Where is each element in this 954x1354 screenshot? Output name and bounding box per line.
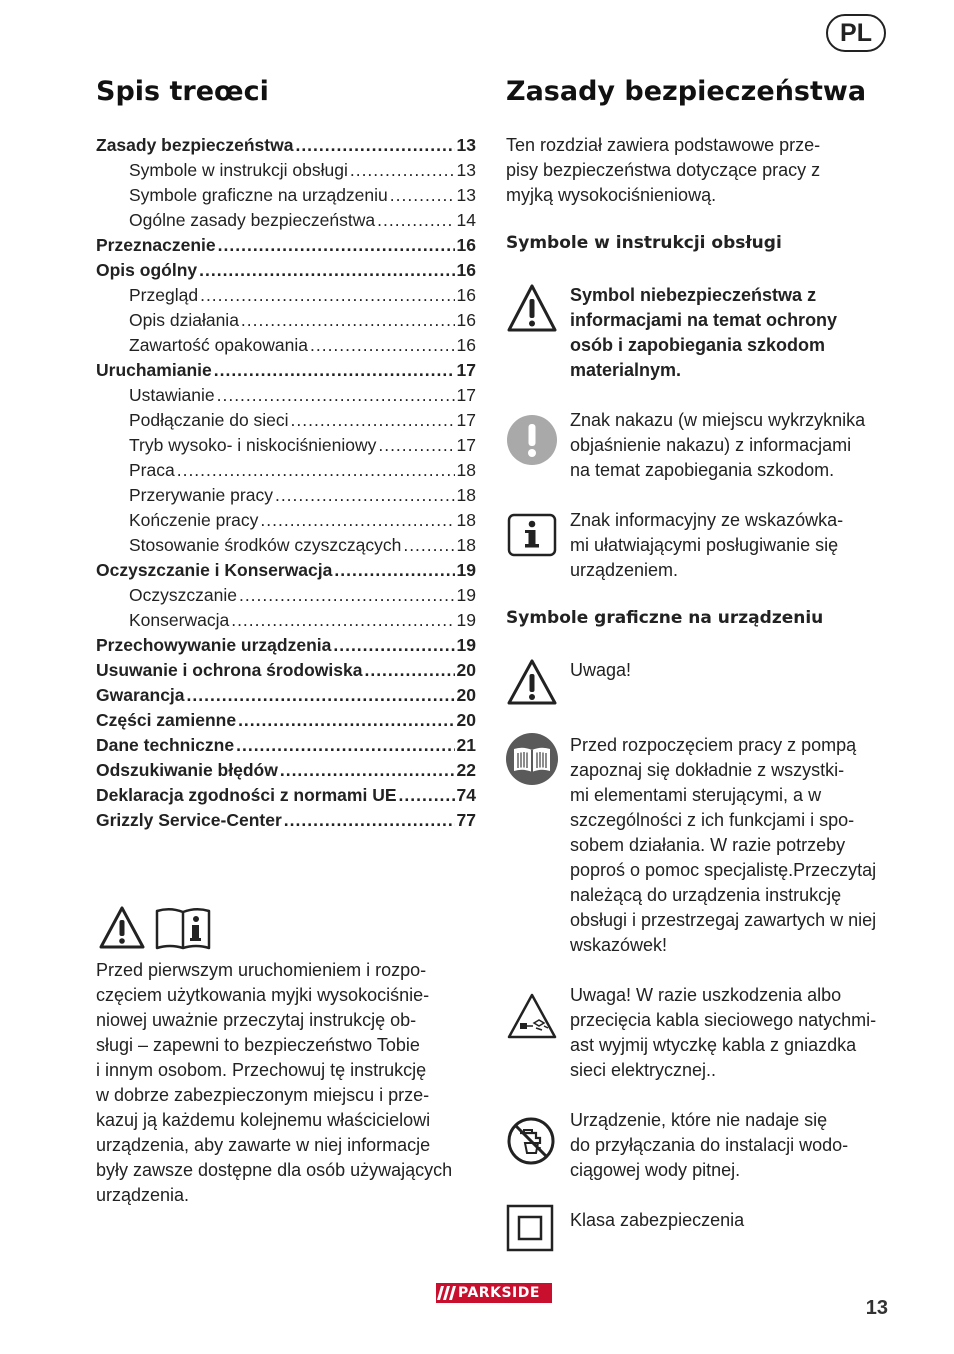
read-manual-icon [506,733,558,785]
unplug-warning-icon [506,992,558,1040]
danger-symbol-text: Symbol niebezpieczeństwa z informacjami na temat ochrony osób i zapobiegania szkodom materialnym. [570,285,838,380]
toc-entry-label: Oczyszczanie i Konserwacja [96,560,333,580]
toc-entry-page: 19 [456,560,476,580]
toc-leader-dots [217,383,455,408]
toc-entry-label: Podłączanie do sieci [129,410,289,430]
toc-entry-page: 22 [456,760,476,780]
toc-entry-page: 18 [456,460,476,480]
no-drinking-water-text: Urządzenie, które nie nadaje się do przyłączania do instalacji wodo- ciągowej wody pitnej. [570,1110,849,1180]
toc-entry-label: Gwarancja [96,685,185,705]
protection-class-icon [506,1204,554,1252]
toc-entry-page: 19 [456,585,476,605]
toc-entry[interactable] [96,133,476,158]
toc-entry[interactable] [96,808,476,833]
toc-leader-dots [364,658,454,683]
toc-entry-label: Przegląd [129,285,199,305]
toc-leader-dots [218,233,455,258]
toc-entry-page: 19 [456,635,476,655]
toc-entry-label: Usuwanie i ochrona środowiska [96,660,363,680]
toc-entry-page: 13 [456,160,476,180]
toc-entry[interactable] [96,633,476,658]
toc-entry-label: Ogólne zasady bezpieczeństwa [129,210,376,230]
toc-entry[interactable] [96,483,476,508]
toc-entry[interactable] [96,358,476,383]
toc-entry[interactable] [96,333,476,358]
toc-leader-dots [214,358,455,383]
toc-entry[interactable] [96,783,476,808]
toc-entry-page: 17 [456,385,476,405]
toc-entry-page: 20 [456,710,476,730]
toc-entry[interactable] [96,283,476,308]
toc-entry[interactable] [96,508,476,533]
toc-entry-page: 77 [456,810,476,830]
toc-entry-page: 18 [456,535,476,555]
toc-leader-dots [284,808,455,833]
toc-entry[interactable] [96,308,476,333]
toc-leader-dots [187,683,455,708]
toc-leader-dots [241,308,455,333]
toc-leader-dots [403,533,454,558]
toc-entry-page: 16 [456,335,476,355]
brand-name: PARKSIDE [458,1285,540,1301]
toc-entry-page: 74 [456,785,476,805]
toc-entry[interactable] [96,233,476,258]
info-icon [507,513,557,557]
toc-entry[interactable] [96,383,476,408]
toc-entry-label: Praca [129,460,175,480]
toc-entry[interactable] [96,158,476,183]
toc-entry[interactable] [96,258,476,283]
table-of-contents [96,133,476,833]
toc-leader-dots [239,583,455,608]
manual-symbols-heading: Symbole w instrukcji obsługi [506,233,782,253]
toc-leader-dots [291,408,455,433]
toc-entry-label: Konserwacja [129,610,230,630]
toc-entry-label: Przeznaczenie [96,235,216,255]
toc-entry[interactable] [96,733,476,758]
toc-leader-dots [260,508,454,533]
toc-leader-dots [310,333,455,358]
info-symbol-text: Znak informacyjny ze wskazówka- mi ułatwiającymi posługiwanie się urządzeniem. [570,510,844,580]
protection-class-text: Klasa zabezpieczenia [570,1210,745,1230]
toc-entry[interactable] [96,583,476,608]
toc-entry[interactable] [96,608,476,633]
parkside-logo [436,1283,552,1303]
toc-entry-label: Tryb wysoko- i niskociśnieniowy [129,435,377,455]
toc-leader-dots [238,708,454,733]
page-number: 13 [865,1297,888,1319]
toc-entry-label: Stosowanie środków czyszczących [129,535,402,555]
toc-leader-dots [378,433,454,458]
toc-entry-label: Przechowywanie urządzenia [96,635,332,655]
toc-leader-dots [200,283,454,308]
toc-entry-page: 17 [456,360,476,380]
toc-entry-page: 16 [456,310,476,330]
toc-entry-page: 18 [456,510,476,530]
toc-leader-dots [377,208,454,233]
unplug-warning-text: Uwaga! W razie uszkodzenia albo przecięcia kabla sieciowego natychmi- ast wyjmij wtyczkę kabla z gniazdka sieci elektrycznej.. [570,985,877,1080]
toc-leader-dots [333,633,454,658]
intro-warning-text: Przed pierwszym uruchomieniem i rozpo- częciem użytkowania myjki wysokociśnie- niowej uważnie przeczytaj instrukcję ob- sługi – zapewni to bezpieczeństwo Tobie i innym osobom. Przechowuj tę instrukcję w dobrze zabezpieczonym miejscu i prze- kazuj ją każdemu kolejnemu właścicielowi urządzenia, aby zawarte w niej informacje były zawsze dostępne dla osób używających urządzenia. [96,960,453,1205]
toc-entry-label: Symbole w instrukcji obsługi [129,160,348,180]
toc-entry-label: Odszukiwanie błędów [96,760,278,780]
toc-entry-page: 16 [456,235,476,255]
device-symbols-heading: Symbole graficzne na urządzeniu [506,608,824,628]
toc-leader-dots [390,183,455,208]
toc-entry[interactable] [96,433,476,458]
toc-entry-label: Oczyszczanie [129,585,237,605]
logo-stripes [436,1283,458,1303]
toc-entry-page: 13 [456,135,476,155]
toc-entry-label: Opis działania [129,310,239,330]
toc-entry-label: Deklaracja zgodności z normami UE [96,785,397,805]
mandatory-symbol-text: Znak nakazu (w miejscu wykrzyknika objaśnienie nakazu) z informacjami na temat zapobiegania szkodom. [570,410,866,480]
toc-entry[interactable] [96,183,476,208]
safety-intro: Ten rozdział zawiera podstawowe prze- pisy bezpieczeństwa dotyczące pracy z myjką wysokociśnieniową. [506,135,821,205]
safety-title: Zasady bezpieczeństwa [506,76,867,107]
toc-leader-dots [295,133,454,158]
read-manual-text: Przed rozpoczęciem pracy z pompą zapoznaj się dokładnie z wszystki- mi elementami sterującymi, a w szczególności z ich funkcjami i spo- sobem działania. W razie potrzeby poproś o pomoc specjalistę.Przeczytaj należącą do urządzenia instrukcję obsługi i przestrzegaj zawartych w niej wskazówek! [570,735,877,955]
toc-entry-label: Dane techniczne [96,735,235,755]
toc-entry[interactable] [96,208,476,233]
toc-leader-dots [399,783,455,808]
toc-entry[interactable] [96,533,476,558]
toc-entry-page: 21 [456,735,476,755]
toc-entry[interactable] [96,558,476,583]
toc-entry-label: Ustawianie [129,385,215,405]
toc-entry-page: 20 [456,660,476,680]
toc-entry[interactable] [96,408,476,433]
toc-entry-page: 14 [456,210,476,230]
toc-entry-page: 16 [456,260,476,280]
toc-entry-page: 20 [456,685,476,705]
toc-entry-label: Przerywanie pracy [129,485,273,505]
toc-leader-dots [275,483,455,508]
toc-leader-dots [177,458,455,483]
toc-entry[interactable] [96,758,476,783]
language-badge: PL [826,14,886,52]
toc-entry[interactable] [96,658,476,683]
toc-leader-dots [280,758,455,783]
toc-entry-label: Symbole graficzne na urządzeniu [129,185,388,205]
toc-leader-dots [334,558,454,583]
toc-entry-page: 19 [456,610,476,630]
toc-entry[interactable] [96,458,476,483]
toc-leader-dots [236,733,454,758]
toc-entry-label: Zasady bezpieczeństwa [96,135,294,155]
toc-entry-label: Opis ogólny [96,260,198,280]
toc-entry[interactable] [96,683,476,708]
warning-triangle-icon [98,905,146,950]
no-drinking-water-icon [506,1116,556,1166]
toc-entry-label: Części zamienne [96,710,237,730]
warning-triangle-icon [506,283,558,333]
toc-leader-dots [199,258,454,283]
toc-entry-page: 18 [456,485,476,505]
toc-title: Spis treœci [96,76,269,107]
toc-leader-dots [350,158,455,183]
toc-entry-page: 13 [456,185,476,205]
toc-leader-dots [231,608,454,633]
toc-entry-label: Kończenie pracy [129,510,259,530]
toc-entry-page: 17 [456,435,476,455]
caution-text: Uwaga! [570,660,632,680]
toc-entry-label: Grizzly Service-Center [96,810,282,830]
warning-triangle-icon [506,658,558,706]
toc-entry-label: Uruchamianie [96,360,212,380]
exclamation-circle-icon [507,415,557,465]
read-manual-info-icon [154,905,212,950]
toc-entry[interactable] [96,708,476,733]
toc-entry-label: Zawartość opakowania [129,335,308,355]
toc-entry-page: 16 [456,285,476,305]
toc-entry-page: 17 [456,410,476,430]
